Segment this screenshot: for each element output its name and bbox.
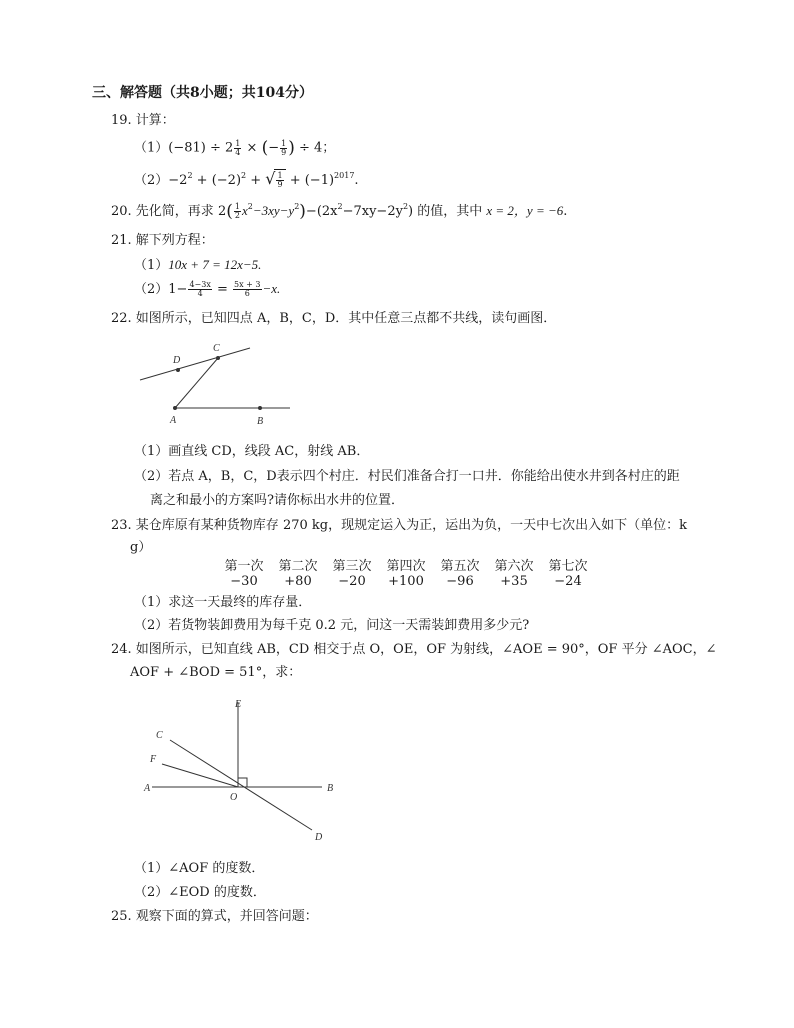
q22-figure xyxy=(130,335,300,430)
label-a: A xyxy=(170,415,177,426)
point-a xyxy=(173,406,177,410)
q23-value-cell: −20 xyxy=(338,574,366,589)
q21-frac-left: $\frac{4-3x}{4}$ xyxy=(189,280,211,298)
point-b xyxy=(258,406,262,410)
label-b: B xyxy=(327,783,334,794)
q22-part1: （1）画直线 CD，线段 AC，射线 AB． xyxy=(134,444,370,459)
q24-part2: （2）∠EOD 的度数． xyxy=(134,885,266,900)
q19-part1-b: × xyxy=(242,140,262,156)
q19-part1: （1）(−81) ÷ 2 $\frac{1}{4}$ × (− $\frac{1}{9}$ ) ÷ 4； xyxy=(134,138,336,158)
q24-line2: AOF + ∠BOD = 51°，求： xyxy=(130,665,302,680)
label-e: E xyxy=(235,699,242,710)
q23-value-cell: −30 xyxy=(230,574,258,589)
q19-part2-c: + xyxy=(246,173,266,188)
q20-frac: $\frac{1}{2}$ xyxy=(234,202,240,220)
q23-header-cell: 第七次 xyxy=(548,559,588,574)
q23-header-cell: 第五次 xyxy=(440,559,480,574)
q19-part1-mixed-frac: $\frac{1}{4}$ xyxy=(235,138,241,157)
label-f: F xyxy=(150,754,157,765)
q23-value-cell: +80 xyxy=(284,574,312,589)
q19-part2-b: + (−2) xyxy=(192,173,242,188)
label-c: C xyxy=(156,730,163,741)
q19-label: 19. 计算： xyxy=(111,113,175,128)
q23-part1: （1）求这一天最终的库存量． xyxy=(134,595,312,610)
q21-part1: （1）10x + 7 = 12x−5. xyxy=(134,257,262,273)
label-a: A xyxy=(144,783,151,794)
section-title: 三、解答题（共8小题；共104分） xyxy=(92,85,313,101)
q23-value-cell: −24 xyxy=(554,574,582,589)
q19-part2-sqrt-frac: $\frac{1}{9}$ xyxy=(277,171,283,189)
q21-frac-right: $\frac{5x + 3}{6}$ xyxy=(234,280,261,298)
q22-part2-line1: （2）若点 A，B，C，D表示四个村庄．村民们准备合打一口井．你能给出使水井到各村庄的距 xyxy=(134,469,680,484)
q19-part2-d: + (−1) xyxy=(285,173,335,188)
point-d xyxy=(176,368,180,372)
q22-label: 22. 如图所示，已知四点 A，B，C，D．其中任意三点都不共线，读句画图． xyxy=(111,311,557,326)
q23-line2: g） xyxy=(130,540,152,555)
point-c xyxy=(216,356,220,360)
label-o: O xyxy=(230,792,238,803)
q23-header-cell: 第四次 xyxy=(386,559,426,574)
q24-figure xyxy=(140,692,340,844)
q23-header-cell: 第一次 xyxy=(224,559,264,574)
q23-part2: （2）若货物装卸费用为每千克 0.2 元，问这一天需装卸费用多少元? xyxy=(134,618,530,633)
q23-value-cell: −96 xyxy=(446,574,474,589)
q24-line1: 24. 如图所示，已知直线 AB，CD 相交于点 O，OE，OF 为射线，∠AOE = 90°，OF 平分 ∠AOC，∠ xyxy=(111,642,717,657)
q19-part1-c: − xyxy=(268,140,280,156)
q23-value-cell: +100 xyxy=(388,574,424,589)
q24-part1: （1）∠AOF 的度数． xyxy=(134,861,265,876)
q19-part1-a: (−81) ÷ 2 xyxy=(168,140,234,156)
q21-label: 21. 解下列方程： xyxy=(111,233,214,248)
q19-part2: $(2)-2^2 + (-2)^2$ + √ $\frac{1}{9}$ + $(-1)^{2017}$. xyxy=(134,168,359,192)
q23-value-row xyxy=(217,574,595,589)
q22-part2-line2: 离之和最小的方案吗?请你标出水井的位置． xyxy=(150,493,404,508)
q23-value-cell: +35 xyxy=(500,574,528,589)
label-d: D xyxy=(315,832,323,843)
label-b: B xyxy=(257,416,264,427)
q23-header-cell: 第二次 xyxy=(278,559,318,574)
label-c: C xyxy=(213,343,220,354)
q21-part2: （2）1− $\frac{4-3x}{4}$ = $\frac{5x + 3}{6}$ −x. xyxy=(134,280,281,298)
q19-part1-frac: $\frac{1}{9}$ xyxy=(281,138,287,157)
q19-part2-a: −2 xyxy=(168,173,188,188)
q20-line: 20. 先化简，再求 2( $\frac{1}{2}$ $x^2-3xy-y^2)-(2x^2-7xy-2y^2)$ 的值，其中 x = 2，y = −6. xyxy=(111,201,568,222)
q25-label: 25. 观察下面的算式，并回答问题： xyxy=(111,909,318,924)
q23-line1: 23. 某仓库原有某种货物库存 270 kg，现规定运入为正，运出为负，一天中七次出入如下（单位：k xyxy=(111,518,687,533)
q19-part1-d: ÷ 4； xyxy=(294,140,336,156)
q19-part1-tag: （1） xyxy=(134,140,169,156)
q23-header-cell: 第三次 xyxy=(332,559,372,574)
line-cd xyxy=(140,348,250,380)
q23-table xyxy=(217,559,595,589)
q23-header-cell: 第六次 xyxy=(494,559,534,574)
line-cd xyxy=(170,740,312,830)
q19-part2-tag: （2） xyxy=(134,173,169,188)
label-d: D xyxy=(173,355,181,366)
segment-ac xyxy=(175,358,218,408)
q23-header-row xyxy=(217,559,595,574)
